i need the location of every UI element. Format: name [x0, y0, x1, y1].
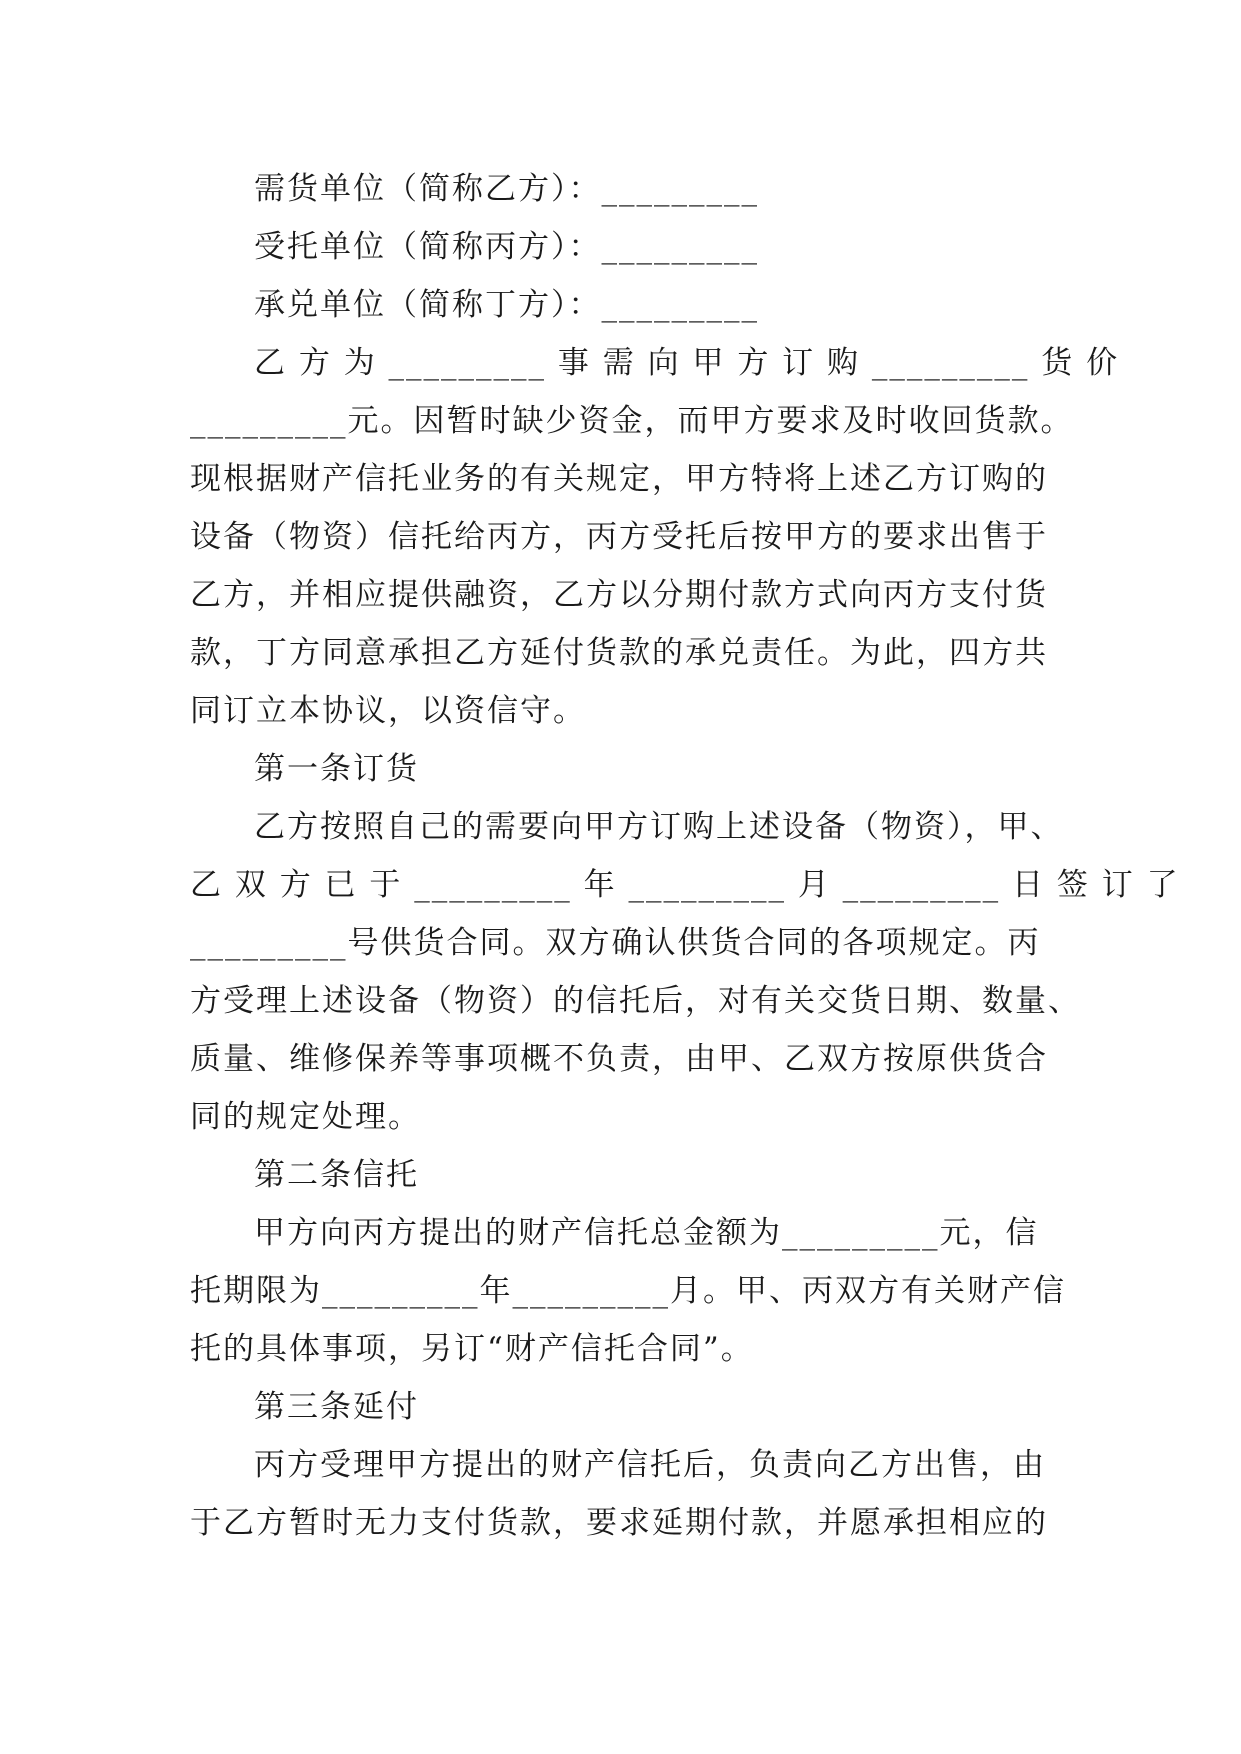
party-b-line: 需货单位（简称乙方）：_________ [254, 171, 759, 207]
body-line: 甲方向丙方提出的财产信托总金额为_________元，信 [254, 1215, 1039, 1251]
article-1-heading: 第一条订货 [254, 751, 419, 787]
body-line: 质量、维修保养等事项概不负责，由甲、乙双方按原供货合 [190, 1041, 1048, 1077]
party-d-line: 承兑单位（简称丁方）：_________ [254, 287, 759, 323]
body-line: 款，丁方同意承担乙方延付货款的承兑责任。为此，四方共 [190, 635, 1048, 671]
body-line: _________元。因暂时缺少资金，而甲方要求及时收回货款。 [190, 403, 1074, 439]
party-c-line: 受托单位（简称丙方）：_________ [254, 229, 759, 265]
body-line: 现根据财产信托业务的有关规定，甲方特将上述乙方订购的 [190, 461, 1048, 497]
body-line: _________号供货合同。双方确认供货合同的各项规定。丙 [190, 925, 1041, 961]
article-3-heading: 第三条延付 [254, 1389, 419, 1425]
body-line: 托期限为_________年_________月。甲、丙双方有关财产信 [190, 1273, 1066, 1309]
body-line: 于乙方暂时无力支付货款，要求延期付款，并愿承担相应的 [190, 1505, 1048, 1541]
body-line: 乙方，并相应提供融资，乙方以分期付款方式向丙方支付货 [190, 577, 1048, 613]
body-line: 丙方受理甲方提出的财产信托后，负责向乙方出售，由 [254, 1447, 1046, 1483]
body-line: 设备（物资）信托给丙方，丙方受托后按甲方的要求出售于 [190, 519, 1048, 555]
body-line: 乙 方 为 _________ 事 需 向 甲 方 订 购 _________ 货 价 [254, 345, 1120, 381]
article-2-heading: 第二条信托 [254, 1157, 419, 1193]
document-page [190, 160, 1180, 1552]
body-line: 同订立本协议，以资信守。 [190, 693, 586, 729]
body-line: 乙 双 方 已 于 _________ 年 _________ 月 _________ 日 签 订 了 [190, 867, 1180, 903]
body-line: 方受理上述设备（物资）的信托后，对有关交货日期、数量、 [190, 983, 1081, 1019]
body-line: 同的规定处理。 [190, 1099, 421, 1135]
body-line: 乙方按照自己的需要向甲方订购上述设备（物资），甲、 [254, 809, 1064, 845]
body-line: 托的具体事项，另订“财产信托合同”。 [190, 1331, 754, 1367]
